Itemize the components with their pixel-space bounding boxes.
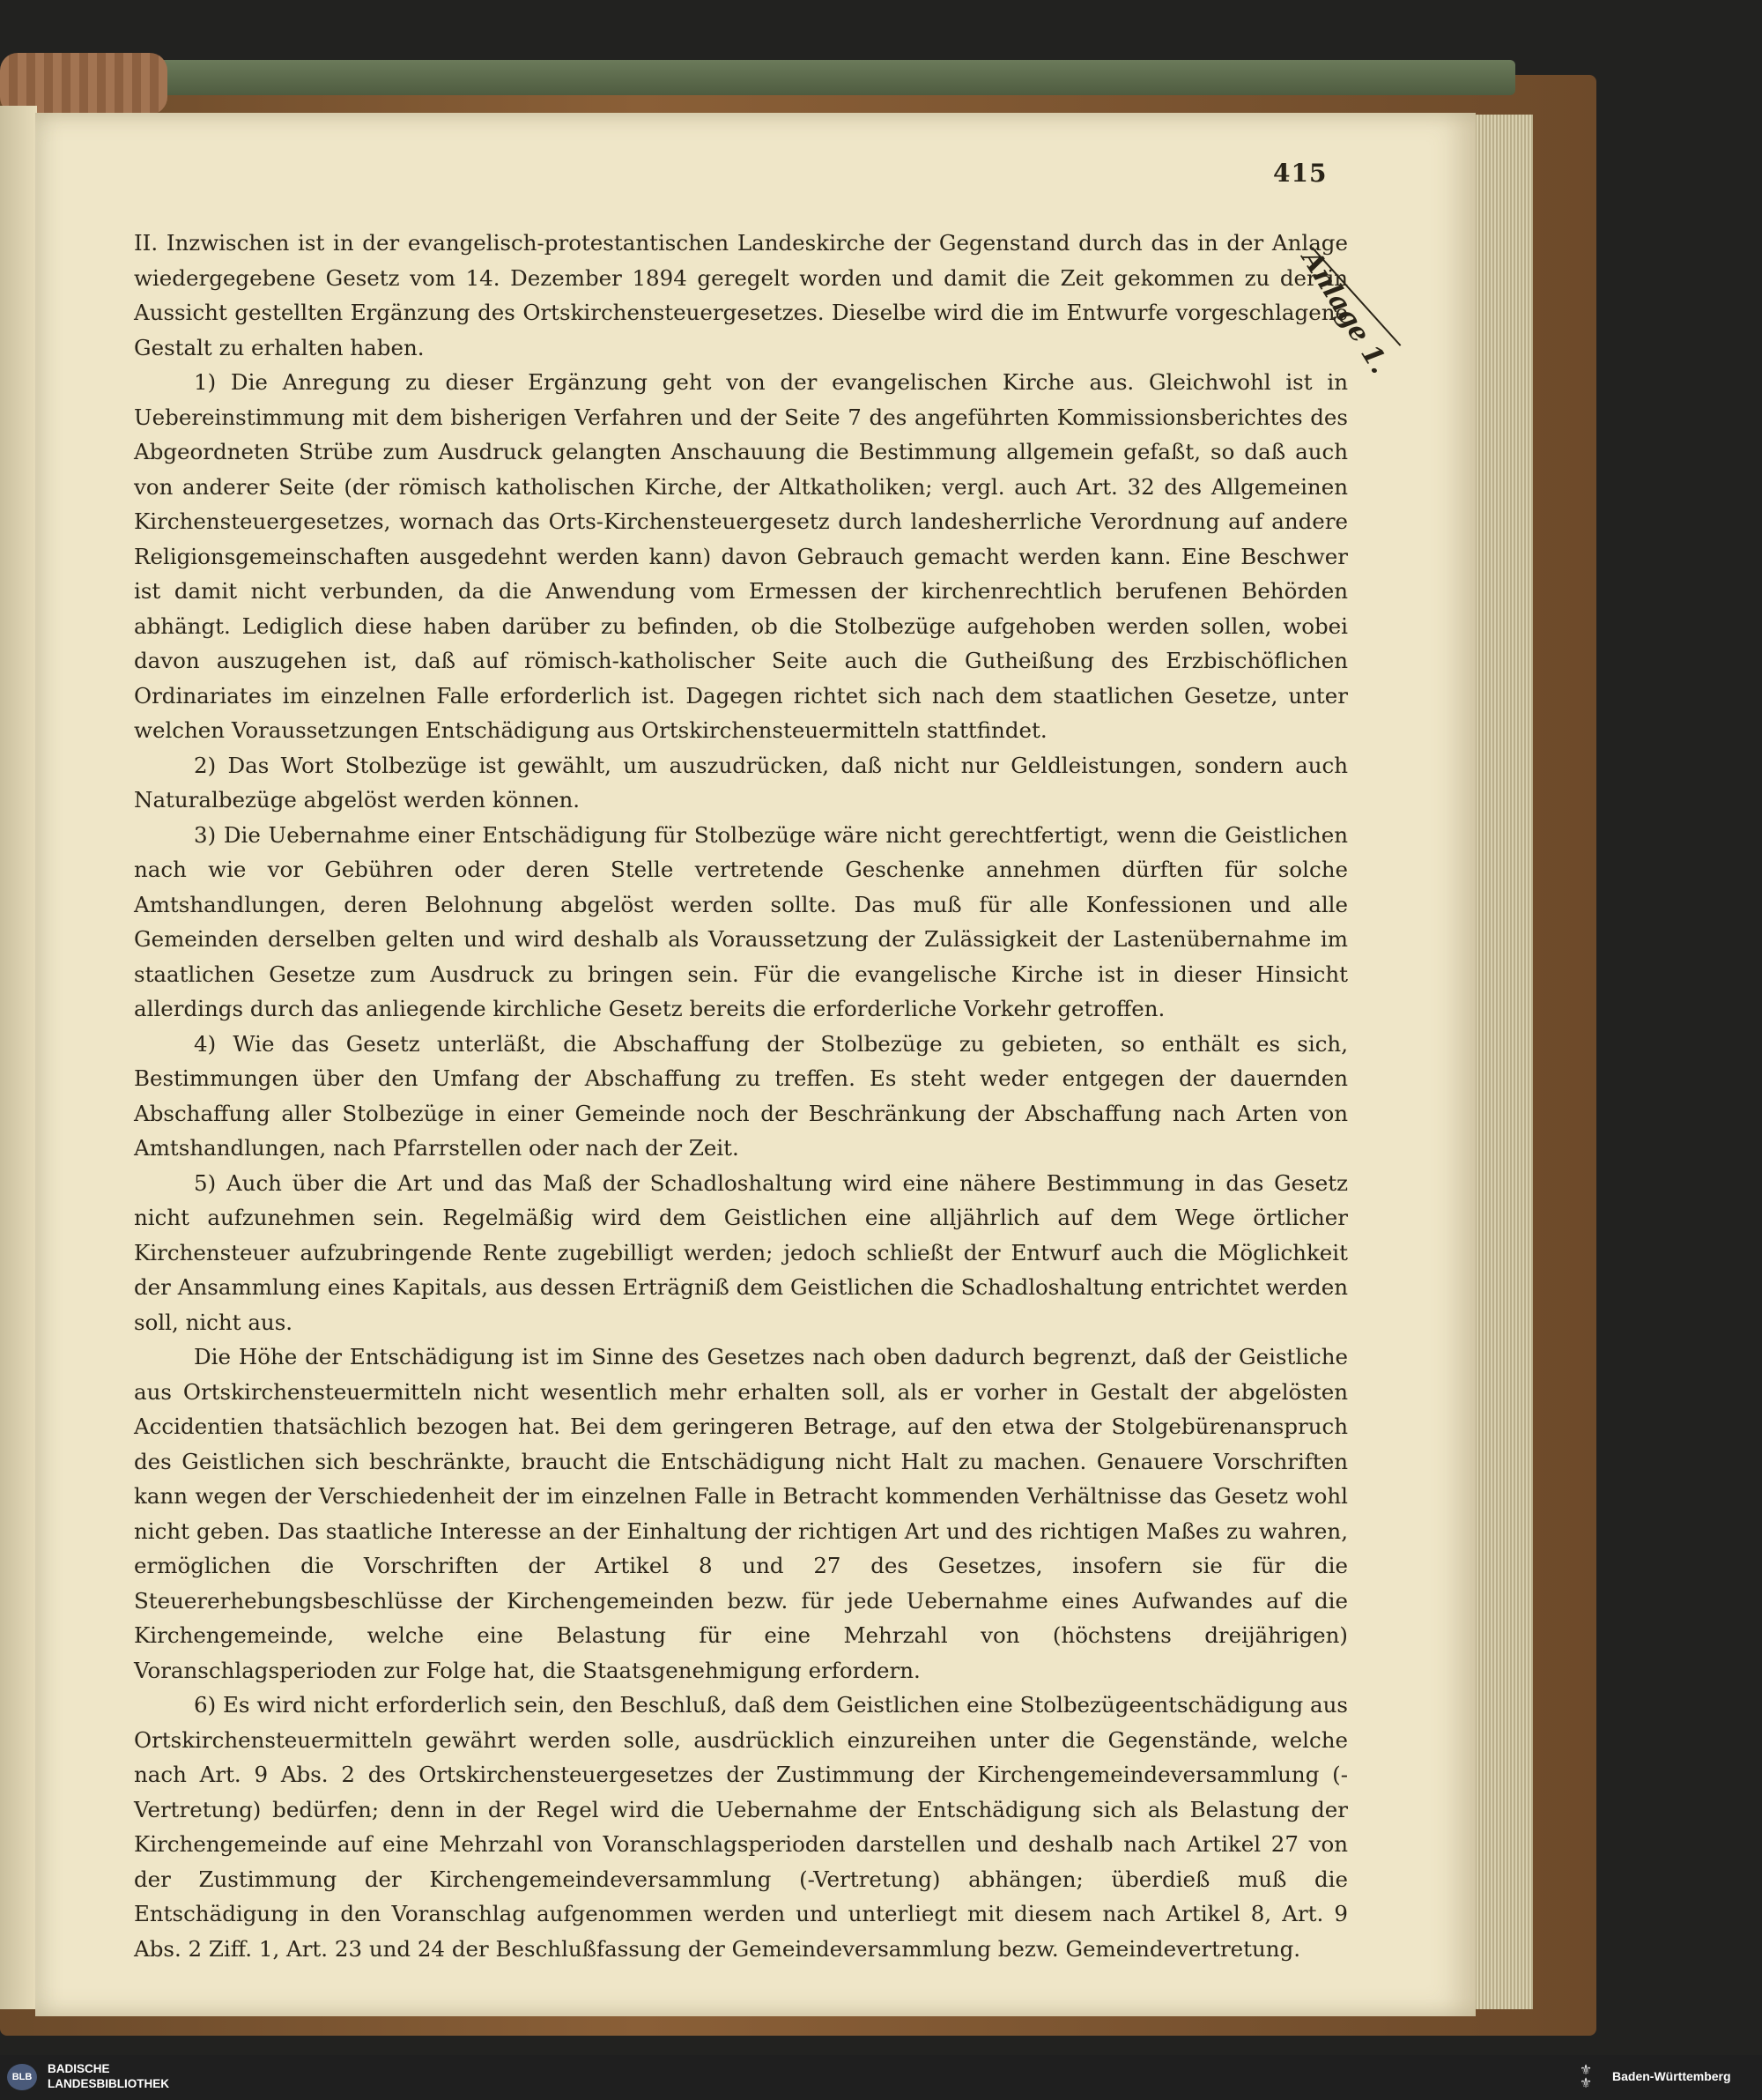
paragraph: 4) Wie das Gesetz unterläßt, die Abschaffung der Stolbezüge zu gebieten, so enthält es sich, Bestimmungen über den Umfang der Abschaffung zu treffen. Es steht weder entgegen der dauernden Abschaffung aller Stolbezüge in einer Gemeinde noch der Beschränkung der Abschaffung nach Arten von Amtshandlungen, nach Pfarrstellen oder nach der Zeit. [134,1030,1348,1161]
paragraph: 3) Die Uebernahme einer Entschädigung für Stolbezüge wäre nicht gerechtfertigt, wenn die Geistlichen nach wie vor Gebühren oder deren Stelle vertretende Geschenke annehmen dürften für solche Amtshandlungen, deren Belohnung abgelöst werden sollte. Das muß für alle Konfessionen und alle Gemeinden derselben gelten und wird deshalb als Voraussetzung der Zulässigkeit der Lastenübernahme im staatlichen Gesetze zum Ausdruck zu bringen sein. Für die evangelische Kirche ist in dieser Hinsicht allerdings durch das anliegende kirchliche Gesetz bereits die erforderliche Vorkehr getroffen. [134,821,1348,1021]
paragraph: II. Inzwischen ist in der evangelisch-protestantischen Landeskirche der Gegenstand durch das in der Anlage wiedergegebene Gesetz vom 14. Dezember 1894 geregelt worden und damit die Zeit gekommen zu der in Aussicht gestellten Ergänzung des Ortskirchensteuergesetzes. Dieselbe wird die im Entwurfe vorgeschlagene Gestalt zu erhalten haben. [134,230,1348,360]
page-number: 415 [1273,159,1328,188]
paragraph: 1) Die Anregung zu dieser Ergänzung geht von der evangelischen Kirche aus. Gleichwohl ist in Uebereinstimmung mit dem bisherigen Verfahren und der Seite 7 des angeführten Kommissionsberichtes des Abgeordneten Strübe zum Ausdruck gelangten Anschauung die Bestimmung allgemein gefaßt, so daß auch von anderer Seite (der römisch katholischen Kirche, der Altkatholiken; vergl. auch Art. 32 des Allgemeinen Kirchensteuergesetzes, wornach das Orts-Kirchensteuergesetz durch landesherrliche Verordnung auf andere Religionsgemeinschaften ausgedehnt werden kann) davon Gebrauch gemacht werden kann. Eine Beschwer ist damit nicht verbunden, da die Anwendung vom Ermessen der kirchenrechtlich berufenen Behörden abhängt. Lediglich diese haben darüber zu befinden, ob die Stolbezüge aufgehoben werden sollen, wobei davon auszugehen ist, daß auf römisch-katholischer Seite auch die Gutheißung des Erzbischöflichen Ordinariates im einzelnen Falle erforderlich ist. Dagegen richtet sich nach dem staatlichen Gesetze, unter welchen Voraussetzungen Entschädigung aus Ortskirchensteuermitteln stattfindet. [134,369,1348,743]
library-name-line1: BADISCHE [48,2062,110,2075]
body-text [134,226,1348,1966]
document-page [35,113,1476,2016]
side-note-annex: Anlage 1. [1295,245,1396,380]
state-name[interactable]: Baden-Württemberg [1612,2069,1731,2083]
paragraph: 5) Auch über die Art und das Maß der Schadloshaltung wird eine nähere Bestimmung in das Gesetz nicht aufzunehmen sein. Regelmäßig wird dem Geistlichen eine alljährlich auf dem Wege örtlicher Kirchensteuer aufzubringende Rente zugebilligt werden; jedoch schließt der Entwurf auch die Möglichkeit der Ansammlung eines Kapitals, aus dessen Erträgniß dem Geistlichen die Schadloshaltung entrichtet werden soll, nicht aus. [134,1169,1348,1335]
left-page-edge [0,106,37,2009]
book-spine [141,60,1515,95]
blb-logo[interactable]: BLB [7,2064,37,2090]
footer-bar [0,2055,1762,2100]
library-name[interactable] [48,2061,169,2091]
paragraph: Die Höhe der Entschädigung ist im Sinne des Gesetzes nach oben dadurch begrenzt, daß der Geistliche aus Ortskirchensteuermitteln nicht wesentlich mehr erhalten soll, als er vorher in Gestalt der abgelösten Accidentien thatsächlich bezogen hat. Bei dem geringeren Betrage, auf den etwa der Stolgebürenanspruch des Geistlichen sich beschränkte, braucht die Entschädigung nicht Halt zu machen. Genauere Vorschriften kann wegen der Verschiedenheit der im einzelnen Falle in Betracht kommenden Verhältnisse das Gesetz wohl nicht geben. Das staatliche Interesse an der Einhaltung der richtigen Art und des richtigen Maßes zu wahren, ermöglichen die Vorschriften der Artikel 8 und 27 des Gesetzes, insofern sie für die Steuererhebungsbeschlüsse der Kirchengemeinden bezw. für jede Uebernahme eines Aufwandes auf die Kirchengemeinde, welche eine Belastung für eine Mehrzahl von (höchstens dreijährigen) Voranschlagsperioden zur Folge hat, die Staatsgenehmigung erfordern. [134,1344,1348,1683]
paragraph: 2) Das Wort Stolbezüge ist gewählt, um auszudrücken, daß nicht nur Geldleistungen, sondern auch Naturalbezüge abgelöst werden können. [134,752,1348,813]
paragraph: 6) Es wird nicht erforderlich sein, den Beschluß, daß dem Geistlichen eine Stolbezügeentschädigung aus Ortskirchensteuermitteln gewährt werden solle, ausdrücklich einzureihen unter die Gegenstände, welche nach Art. 9 Abs. 2 des Ortskirchensteuergesetzes der Zustimmung der Kirchengemeindeversammlung (-Vertretung) bedürfen; denn in der Regel wird die Uebernahme der Entschädigung sich als Belastung der Kirchengemeinde auf eine Mehrzahl von Voranschlagsperioden darstellen und deshalb nach Artikel 27 von der Zustimmung der Kirchengemeindeversammlung (-Vertretung) abhängen; überdieß muß die Entschädigung in den Voranschlag aufgenommen werden und unterliegt mit diesem nach Artikel 8, Art. 9 Abs. 2 Ziff. 1, Art. 23 und 24 der Beschlußfassung der Gemeindeversammlung bezw. Gemeindevertretung. [134,1692,1348,1962]
library-name-line2: LANDESBIBLIOTHEK [48,2077,169,2090]
lions-coat-of-arms-icon: ⚜ ⚜ [1579,2063,1593,2091]
